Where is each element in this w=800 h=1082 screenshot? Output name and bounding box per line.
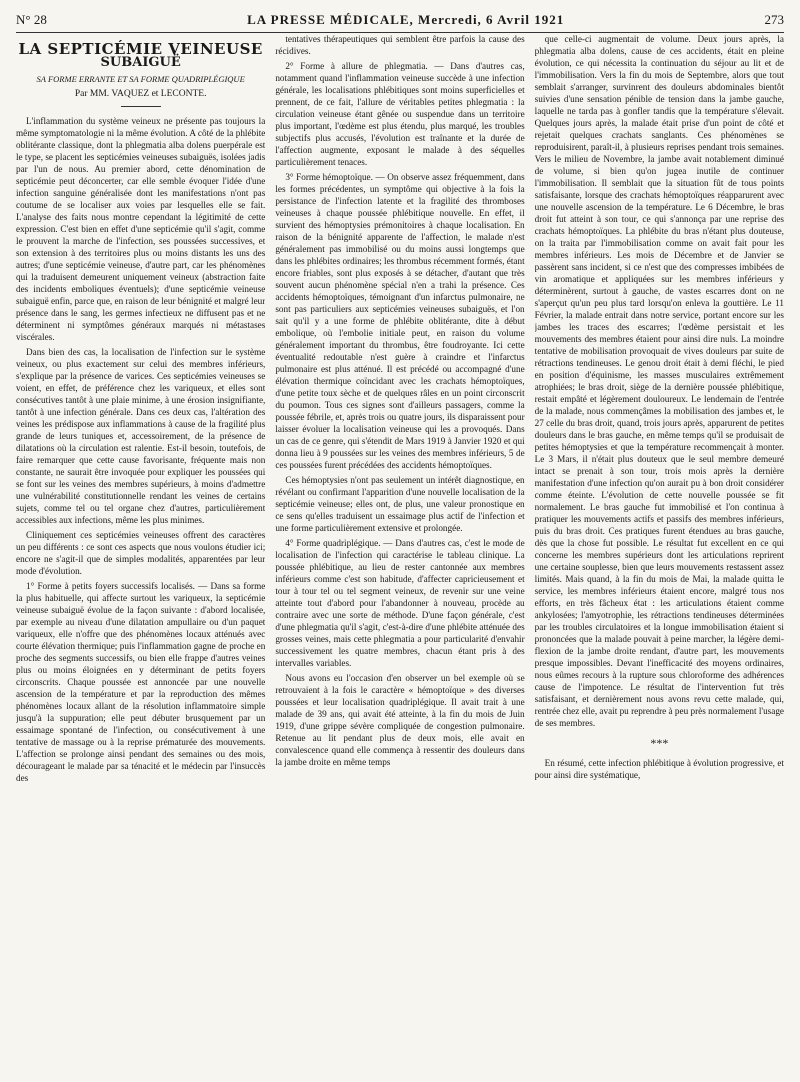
section-asterism: *** — [650, 736, 669, 750]
page-number: 273 — [764, 12, 784, 27]
paragraph: que celle-ci augmentait de volume. Deux jours après, la phlegmatia alba dolens, cause de ces accidents, était en pleine évolution, ce qui nécessita la continuation du séjour au lit et de l'immobilisation. Vers la fin du mois de Septembre, alors que tout semblait s'arranger, survinrent des douleurs abdominales bientôt suivies d'une sensation pénible de tension dans la jambe gauche, laquelle ne tarda pas à gonfler tandis que la température s'élevait. Quelques jours après, la malade était prise d'un point de côté et rejetait quelques crachats sanglants. Ces phénomènes se reproduisirent, paraît-il, à plusieurs reprises pendant trois semaines. Vers le milieu de Novembre, la jambe avait notablement diminué de volume, si bien qu'on jugea inutile de continuer l'immobilisation. Il semblait que la situation fût de tous points satisfaisante, lorsque des crachats hémoptoïques réapparurent avec une nouvelle ascension de la température. Le 6 Décembre, le bras droit fut atteint à son tour, ce qui s'annonça par une reprise des crachats hémoptoïques. La phlébite du bras n'étant plus douteuse, on la traita par l'immobilisation comme on avait fait pour les membres inférieurs. Les mois de Décembre et de Janvier se passèrent sans incident, si ce n'est que des compresses imbibées de vin aromatique et appliquées sur les membres inférieurs y déterminèrent, surtout à gauche, de vastes escarres dont on ne s'aperçut qu'un peu plus tard lorsqu'on enleva la gouttière. Le 11 Février, la malade entrait dans notre service, portant encore sur les jambes les traces des escarres; l'œdème persistait et les mouvements des membres étaient pour ainsi dire nuls. La moindre tentative de mobilisation provoquait de vives douleurs par suite de rétractions tendineuses. Le genou droit était à demi fléchi, le pied en position d'équinisme, les masses musculaires extrêmement atrophiées; le bras droit, siège de la dernière poussée phlébitique, restait empâté et légèrement douloureux. Le lendemain de l'entrée de la malade, nous commençâmes la mobilisation des jambes et, le 27 celle du bras droit, quand, trois jours après, apparurent de petites douleurs dans le bras gauche, en même temps qu'il se produisait de petites hémoptysies et que la température recommençait à monter. Le 3 Mars, il n'était plus douteux que le seul membre demeuré intact se prenait à son tour, trois mois après la dernière manifestation d'une infection qu'on aurait pu à bon droit considérer comme éteinte. L'évolution de cette nouvelle poussée se fit normalement. Le bras gauche fut immobilisé et l'on continua à pratiquer les mouvements actifs et passifs des membres inférieurs, puis du bras droit. Ces pratiques furent étendues au bras gauche, dès que la chose fut possible. Le résultat fut excellent en ce qui concerne les membres supérieurs dont les articulations reprirent une certaine souplesse, bien que leurs mouvements restassent assez limités. Mais quand, à la fin du mois de Mai, la malade quitta le service, les membres inférieurs étaient encore, malgré tous nos efforts, en très fâcheux état : les articulations étaient comme ankylosées; l'amyotrophie, les rétractions tendineuses déterminées par les troubles circulatoires et la longue immobilisation étaient si prononcées que la malade pouvait à peine marcher, la légère demi-flexion de la jambe droite rendant, d'autre part, les mouvements presque impossibles. Devant l'inefficacité des moyens ordinaires, nous eûmes recours à la rupture sous chloroforme des adhérences cause de l'impotence. Le résultat de l'intervention fut très satisfaisant, et dernièrement nous avons revu cette malade, qui, rentrée chez elle, avait pu reprendre à peu près normalement l'usage de ses membres. — [534, 34, 784, 728]
paragraph: 4° Forme quadriplégique. — Dans d'autres cas, c'est le mode de localisation de l'infection qui caractérise le tableau clinique. La poussée phlébitique, au lieu de rester cantonnée aux membres inférieurs comme c'est son habitude, d'affecter capricieusement et tour à tour tel ou tel segment veineux, de revenir sur une veine atteinte tout d'abord pour l'abandonner à nouveau, procède au contraire avec une sorte de méthode. D'une façon générale, c'est d'une phlegmatia qu'il s'agit, c'est-à-dire d'une phlébite atténuée des grosses veines, mais cette phlegmatia a pour particularité d'envahir successivement les quatre membres, chacun étant pris à des intervalles variables. — [275, 538, 525, 668]
paragraph: 1° Forme à petits foyers successifs localisés. — Dans sa forme la plus habituelle, qui affecte surtout les variqueux, la septicémie veineuse subaiguë évolue de la façon suivante : d'abord localisée, par exemple au niveau d'une dilatation ampullaire ou d'un paquet variqueux, elle n'offre que des phénomènes locaux atténués avec courte élévation thermique; puis l'inflammation gagne de proche en proche des segments successifs, ou bien elle frappe d'autres veines plus ou moins éloignées en y déterminant de petits foyers circonscrits. Chaque poussée est annoncée par une nouvelle ascension de la température et par la reproduction des mêmes phénomènes locaux allant de la résolution inflammatoire simple jusqu'à la suppuration; elle peut débuter brusquement par un essaimage spontané de l'infection, ou consécutivement à une tentative de massage ou à la reprise prématurée des mouvements. L'affection se prolonge ainsi pendant des semaines ou des mois, décourageant le malade par sa ténacité et le médecin par l'insuccès des — [16, 581, 266, 783]
article-subtitle: SA FORME ERRANTE ET SA FORME QUADRIPLÉGIQUE — [36, 74, 245, 84]
article-title-line2: SUBAIGUË — [100, 55, 181, 70]
article-authors: Par MM. VAQUEZ et LECONTE. — [74, 89, 207, 99]
text-columns — [16, 33, 784, 1073]
column-3 — [535, 33, 784, 1073]
paragraph: Nous avons eu l'occasion d'en observer un bel exemple où se retrouvaient à la fois le caractère « hémoptoïque » des diverses poussées et leur localisation quadriplégique. Il avait trait à une malade de 39 ans, qui avait été atteinte, à la fin du mois de Juin 1919, d'une grippe sévère compliquée de congestion pulmonaire. Retenue au lit pendant plus de deux mois, elle avait en convalescence quand elle commença à ressentir des douleurs dans la jambe droite en même temps — [275, 673, 525, 767]
paragraph: tentatives thérapeutiques qui semblent être parfois la cause des récidives. — [275, 34, 525, 56]
paragraph: Cliniquement ces septicémies veineuses offrent des caractères un peu différents : ce sont ces aspects que nous voulons étudier ici; encore ne s'agit-il que de simples modalités, apparentées par leur mode d'évolution. — [16, 530, 266, 576]
journal-title: LA PRESSE MÉDICALE, Mercredi, 6 Avril 1921 — [247, 12, 565, 27]
paragraph: Dans bien des cas, la localisation de l'infection sur le système veineux, ou plus exactement sur celui des membres inférieurs, s'explique par la présence de varices. Ces septicémies veineuses se voient, en effet, de préférence chez les variqueux, et elles sont consécutives tantôt à une plaie minime, à une érosion insignifiante, tantôt à une infection générale. Dans ces deux cas, l'altération des veines les prédispose aux inflammations à cause de la fragilité plus grande de leurs tuniques et, accessoirement, de la présence de dilatations où la circulation est ralentie. Est-il besoin, toutefois, de faire remarquer que cette cause favorisante, fréquente mais non constante, ne saurait être invoquée pour expliquer les poussées qui se font sur les veines des membres supérieurs, à moins d'admettre une vulnérabilité constitutionnelle rendant les veines de certains sujets, comme tel ou tel organe chez d'autres, particulièrement accessibles aux infections, même les plus minimes. — [16, 347, 266, 525]
column-2 — [275, 33, 524, 1073]
article-heading — [16, 40, 265, 100]
paragraph: 3° Forme hémoptoïque. — On observe assez fréquemment, dans les formes précédentes, un symptôme qui objective à la fois la persistance de l'infection latente et la fragilité des thromboses veineuses à chaque poussée phlébitique nouvelle. En effet, il survient des hémoptysies prémonitoires à chaque localisation. En raison de la bénignité apparente de l'affection, le malade n'est généralement pas immobilisé ou du moins aussi longtemps que dans les phlébites ordinaires; les thrombus récemment formés, étant encore friables, sont plus exposés à se détacher, d'autant que très souvent aucun phénomène spécial n'en a trahi la présence. Ces accidents hémoptoïques, témoignant d'un infarctus pulmonaire, ne sont pas particuliers aux septicémies veineuses subaiguës, et l'on sait qu'il y a une forme de phlébite oblitérante, dite à début embolique, où l'embolie initiale peut, en raison du volume généralement important du thrombus, être foudroyante. Ici cette éventualité redoutable n'est guère à craindre et l'infarctus pulmonaire est plus atténué. Il est précédé ou accompagné d'une élévation thermique coïncidant avec les crachats hémoptoïques, d'une petite toux sèche et de quelques râles en un point circonscrit du poumon. Tous ces signes sont d'ailleurs passagers, comme la poussée fébrile, et, après trois ou quatre jours, ils disparaissent pour laisser évoluer la localisation veineuse qui les a provoqués. Dans un cas de ce genre, qui s'étendit de Mars 1919 à Janvier 1920 et qui donna lieu à 9 poussées sur les veines des membres inférieurs, 5 de ces poussées furent précédées des accidents hémoptoïques. — [275, 172, 525, 470]
paragraph: En résumé, cette infection phlébitique à évolution progressive, et pour ainsi dire systématique, — [534, 758, 784, 780]
paragraph: L'inflammation du système veineux ne présente pas toujours la même symptomatologie ni la même évolution. A côté de la phlébite oblitérante classique, dont la phlegmatia alba dolens puerpérale est le type, se placent les septicémies veineuses subaiguës, isolées jadis par l'un de nous. Au premier abord, cette dénomination de septicémie peut déconcerter, car elle semble évoquer l'idée d'une infection sanguine généralisée dont les manifestations n'ont pas coutume de se localiser aux voies par lesquelles elle se fait. L'analyse des faits nous montre cependant la légitimité de cette expression. C'est bien en effet d'une septicémie qu'il s'agit, comme le prouvent la marche de l'infection, ses poussées successives, et son extension à des territoires plus ou moins distants les uns des autres; d'une septicémie veineuse, d'autre part, car les phénomènes qui la traduisent demeurent uniquement veineux (abstraction faite des incidents emboliques éventuels); d'une septicémie veineuse subaiguë enfin, parce que, en raison de leur bénignité et malgré leur présence dans le sang, les germes infectieux ne diffusent pas et ne déterminent ni symptômes généraux marqués ni métastases viscérales. — [16, 116, 266, 342]
paragraph: Ces hémoptysies n'ont pas seulement un intérêt diagnostique, en révélant ou confirmant l'apparition d'une nouvelle localisation de la septicémie veineuse; elles ont, de plus, une valeur pronostique en ce sens qu'elles traduisent un essaimage plus actif de l'infection et une forme particulièrement extensive et prolongée. — [275, 475, 525, 533]
article-title: LA SEPTICÉMIE VEINEUSE — [18, 40, 263, 58]
issue-number: N° 28 — [16, 12, 47, 27]
running-header — [16, 12, 784, 33]
paragraph: 2° Forme à allure de phlegmatia. — Dans d'autres cas, notamment quand l'inflammation veineuse succède à une infection générale, les localisations phlébitiques sont moins superficielles et prennent, de ce fait, l'allure de véritables petites phlegmatia : la circulation veineuse étant gênée ou suspendue dans un territoire plus important, l'œdème est plus étendu, plus marqué, les troubles subjectifs plus accusés, l'évolution est traînante et la durée de l'affection augmente, exposant le malade à des séquelles particulièrement tenaces. — [275, 61, 525, 167]
column-1 — [16, 33, 265, 1073]
title-divider — [121, 106, 161, 107]
